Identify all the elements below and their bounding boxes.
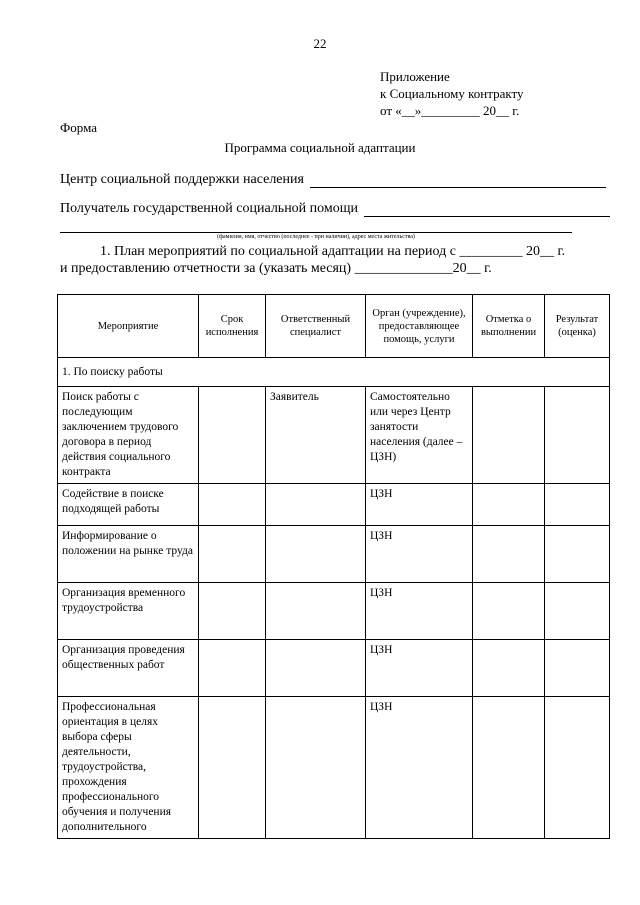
cell-result bbox=[545, 526, 610, 583]
cell-result bbox=[545, 583, 610, 640]
cell-mark bbox=[473, 526, 545, 583]
section-title: 1. По поиску работы bbox=[58, 358, 610, 387]
cell-responsible bbox=[266, 697, 366, 839]
cell-result bbox=[545, 484, 610, 526]
cell-result bbox=[545, 640, 610, 697]
header-activity: Мероприятие bbox=[58, 295, 199, 358]
cell-term bbox=[199, 484, 266, 526]
recipient-field-blank[interactable] bbox=[364, 204, 610, 217]
cell-agency: ЦЗН bbox=[366, 697, 473, 839]
cell-activity: Организация проведения общественных работ bbox=[58, 640, 199, 697]
center-field-blank[interactable] bbox=[310, 175, 606, 188]
cell-responsible: Заявитель bbox=[266, 387, 366, 484]
recipient-field-label: Получатель государственной социальной помощи bbox=[60, 201, 359, 216]
table-header-row bbox=[58, 295, 610, 358]
header-term: Срок исполнения bbox=[199, 295, 266, 358]
cell-activity: Организация временного трудоустройства bbox=[58, 583, 199, 640]
cell-responsible bbox=[266, 583, 366, 640]
cell-mark bbox=[473, 387, 545, 484]
cell-agency: ЦЗН bbox=[366, 640, 473, 697]
section-row bbox=[58, 358, 610, 387]
recipient-field-row bbox=[60, 201, 610, 217]
table-row bbox=[58, 387, 610, 484]
cell-responsible bbox=[266, 526, 366, 583]
appendix-line-1: Приложение bbox=[380, 69, 450, 84]
cell-result bbox=[545, 697, 610, 839]
header-result: Результат (оценка) bbox=[545, 295, 610, 358]
table-row bbox=[58, 640, 610, 697]
header-responsible: Ответственный специалист bbox=[266, 295, 366, 358]
cell-activity: Информирование о положении на рынке труда bbox=[58, 526, 199, 583]
plan-line-1: 1. План мероприятий по социальной адаптации на период с _________ 20__ г. bbox=[100, 244, 566, 259]
cell-mark bbox=[473, 583, 545, 640]
header-agency: Орган (учреждение), предоставляющее помощь, услуги bbox=[366, 295, 473, 358]
cell-term bbox=[199, 387, 266, 484]
cell-agency: Самостоятельно или через Центр занятости населения (далее – ЦЗН) bbox=[366, 387, 473, 484]
cell-term bbox=[199, 526, 266, 583]
cell-mark bbox=[473, 484, 545, 526]
page-number: 22 bbox=[313, 36, 327, 51]
cell-agency: ЦЗН bbox=[366, 526, 473, 583]
table-row bbox=[58, 484, 610, 526]
cell-result bbox=[545, 387, 610, 484]
appendix-line-2: к Социальному контракту bbox=[380, 86, 524, 101]
cell-mark bbox=[473, 697, 545, 839]
name-address-caption: (фамилия, имя, отчество (последнее - при наличии), адрес места жительства) bbox=[217, 234, 415, 240]
center-field-label: Центр социальной поддержки населения bbox=[60, 172, 304, 187]
cell-responsible bbox=[266, 640, 366, 697]
cell-activity: Поиск работы с последующим заключением трудового договора в период действия социального контракта bbox=[58, 387, 199, 484]
document-title: Программа социальной адаптации bbox=[224, 140, 416, 155]
cell-responsible bbox=[266, 484, 366, 526]
cell-term bbox=[199, 697, 266, 839]
cell-activity: Содействие в поиске подходящей работы bbox=[58, 484, 199, 526]
cell-agency: ЦЗН bbox=[366, 583, 473, 640]
table-row bbox=[58, 526, 610, 583]
table-row bbox=[58, 697, 610, 839]
center-field-row bbox=[60, 172, 606, 188]
plan-line-2: и предоставлению отчетности за (указать месяц) ______________20__ г. bbox=[60, 261, 492, 276]
adaptation-plan-table bbox=[57, 294, 610, 839]
table-row bbox=[58, 583, 610, 640]
cell-activity: Профессиональная ориентация в целях выбора сферы деятельности, трудоустройства, прохождения профессионального обучения и получения дополнительного bbox=[58, 697, 199, 839]
appendix-line-3: от «__»_________ 20__ г. bbox=[380, 103, 520, 118]
header-mark: Отметка о выполнении bbox=[473, 295, 545, 358]
cell-agency: ЦЗН bbox=[366, 484, 473, 526]
cell-term bbox=[199, 583, 266, 640]
cell-term bbox=[199, 640, 266, 697]
cell-mark bbox=[473, 640, 545, 697]
form-label: Форма bbox=[60, 120, 97, 135]
